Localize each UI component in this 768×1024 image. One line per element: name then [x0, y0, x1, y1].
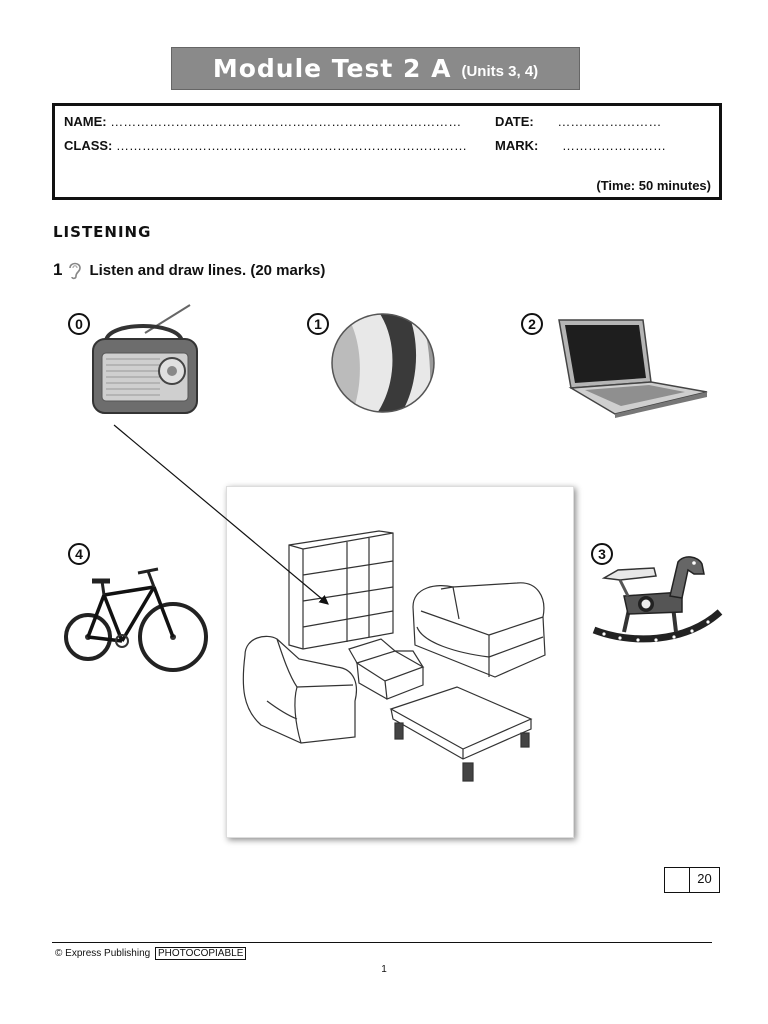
student-info-box [52, 103, 722, 200]
name-field[interactable]: ……………………………………………………………………… [110, 114, 462, 129]
ear-icon [65, 259, 85, 281]
mark-row [495, 138, 666, 153]
score-entry[interactable] [665, 868, 690, 892]
date-row [495, 114, 661, 129]
class-row [64, 138, 467, 153]
beach-ball-image [330, 312, 436, 414]
room-picture [226, 486, 574, 838]
room-illustration [227, 487, 573, 837]
mark-field[interactable]: …………………… [561, 138, 666, 153]
time-limit: (Time: 50 minutes) [596, 178, 711, 193]
item-number-badge: 1 [307, 313, 329, 335]
name-label: NAME: [64, 114, 107, 129]
photocopiable-label: PHOTOCOPIABLE [155, 947, 246, 960]
item-number-badge: 3 [591, 543, 613, 565]
score-box [664, 867, 720, 893]
score-total: 20 [697, 871, 712, 886]
footer [55, 948, 246, 959]
bicycle-image [62, 563, 210, 675]
task-instruction: Listen and draw lines. (20 marks) [89, 261, 326, 279]
section-heading: LISTENING [53, 223, 152, 241]
task-instruction-line [53, 259, 325, 281]
date-label: DATE: [495, 114, 534, 129]
page-subtitle: (Units 3, 4) [461, 63, 539, 80]
radio-image [90, 303, 200, 415]
rocking-horse-image [590, 552, 724, 644]
class-label: CLASS: [64, 138, 113, 153]
title-banner [171, 47, 580, 90]
class-field[interactable]: ……………………………………………………………………… [116, 138, 468, 153]
item-number-badge: 0 [68, 313, 90, 335]
laptop-image [555, 318, 709, 418]
name-row [64, 114, 461, 129]
date-field[interactable]: …………………… [557, 114, 662, 129]
mark-label: MARK: [495, 138, 539, 153]
page-title: Module Test 2 A [212, 54, 452, 83]
item-number-badge: 4 [68, 543, 90, 565]
copyright-text: © Express Publishing [55, 948, 151, 959]
footer-divider [52, 942, 712, 943]
task-number: 1 [53, 260, 63, 279]
page-number: 1 [381, 964, 387, 975]
item-number-badge: 2 [521, 313, 543, 335]
